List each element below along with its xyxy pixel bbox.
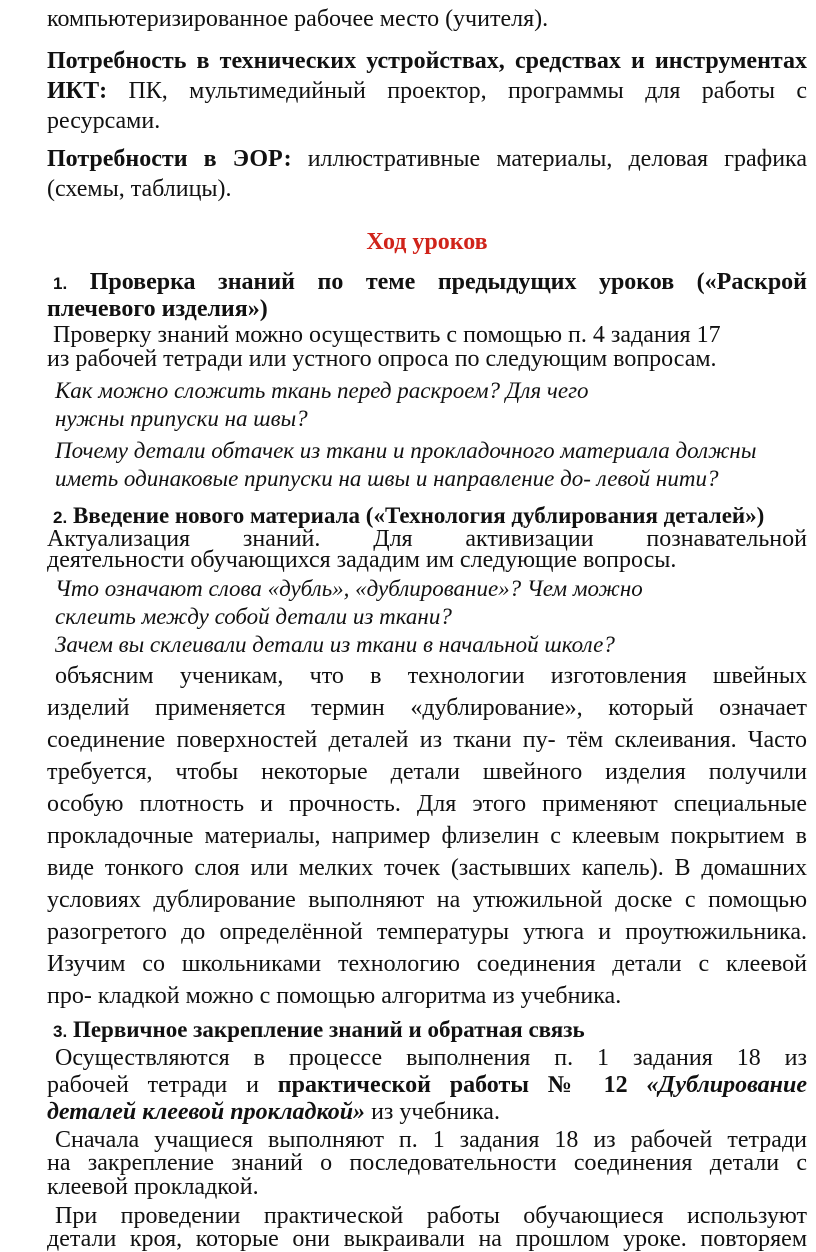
question-line: нужны припуски на швы? — [55, 406, 308, 431]
text-line: соединение поверхностей деталей из ткани пу- тём склеивания. Часто — [47, 727, 807, 753]
text-line — [47, 1070, 807, 1100]
text-line: клеевой прокладкой. — [47, 1174, 259, 1200]
text-line: Сначала учащиеся выполняют п. 1 задания 18 из рабочей тетради — [55, 1127, 807, 1153]
text-line: на закрепление знаний о последовательности соединения детали с — [47, 1150, 807, 1176]
question-line: Зачем вы склеивали детали из ткани в начальной школе? — [55, 632, 615, 657]
text-line: условиях дублирование выполняют на утюжильной доске с помощью — [47, 887, 807, 913]
text-line: особую плотность и прочность. Для этого применяют специальные — [47, 791, 807, 817]
section-title-text: Первичное закрепление знаний и обратная связь — [72, 1017, 585, 1042]
text-line: При проведении практической работы обучающиеся используют — [55, 1203, 807, 1229]
question-line: Как можно сложить ткань перед раскроем? Для чего — [55, 378, 589, 403]
text-fragment: из учебника. — [365, 1099, 500, 1125]
text-fragment: рабочей тетради и — [47, 1072, 278, 1098]
text-line: прокладочные материалы, например флизелин с клеевым покрытием в — [47, 823, 807, 849]
question-line: иметь одинаковые припуски на швы и направление до- левой нити? — [55, 466, 719, 491]
text-line — [47, 1097, 807, 1127]
section-title-text: Введение нового материала («Технология дублирования деталей») — [72, 503, 765, 528]
text-line: требуется, чтобы некоторые детали швейного изделия получили — [47, 759, 807, 785]
text-line: деятельности обучающихся зададим им следующие вопросы. — [47, 547, 677, 573]
text-line: компьютеризированное рабочее место (учителя). — [47, 6, 549, 32]
text-line: Актуализация знаний. Для активизации познавательной — [47, 526, 807, 552]
ict-text: ПК, мультимедийный проектор, программы для работы с — [107, 78, 807, 104]
requirements-heading: Потребность в технических устройствах, средствах и инструментах — [47, 48, 807, 74]
lessons-heading: Ход уроков — [366, 229, 488, 255]
text-line: объясним ученикам, что в технологии изготовления швейных — [55, 663, 807, 689]
question-line: склеить между собой детали из ткани? — [55, 604, 452, 629]
practical-work-title: практической работы № 12 — [277, 1072, 647, 1098]
text-line: Изучим со школьниками технологию соединения детали с клеевой — [47, 951, 807, 977]
text-line: Осуществляются в процессе выполнения п. 1 задания 18 из — [55, 1045, 807, 1071]
question-line: Что означают слова «дубль», «дублирование»? Чем можно — [55, 576, 643, 601]
section-number: 2. — [53, 508, 68, 527]
ict-label: ИКТ: — [47, 78, 108, 104]
text-line: виде тонкого слоя или мелких точек (застывших капель). В домашних — [47, 855, 807, 881]
section-number: 1. — [53, 274, 68, 293]
eor-label: Потребности в ЭОР: — [47, 146, 292, 172]
eor-text: иллюстративные материалы, деловая графика — [291, 146, 807, 172]
section-title-text: Проверка знаний по теме предыдущих уроков («Раскрой — [89, 269, 807, 295]
text-line: изделий применяется термин «дублирование», который означает — [47, 695, 807, 721]
question-line: Почему детали обтачек из ткани и прокладочного материала должны — [55, 438, 757, 463]
text-line: про- кладкой можно с помощью алгоритма из учебника. — [47, 983, 622, 1009]
text-line — [47, 76, 807, 106]
section-number: 3. — [53, 1022, 68, 1041]
text-line — [47, 144, 807, 174]
text-line: из рабочей тетради или устного опроса по следующим вопросам. — [47, 346, 717, 372]
practical-work-name: «Дублирование — [646, 1072, 808, 1098]
practical-work-name: деталей клеевой прокладкой» — [47, 1099, 366, 1125]
text-line: детали кроя, которые они выкраивали на прошлом уроке. повторяем — [47, 1226, 807, 1252]
text-line: Проверку знаний можно осуществить с помощью п. 4 задания 17 — [53, 322, 721, 348]
text-line: ресурсами. — [47, 108, 161, 134]
text-line: (схемы, таблицы). — [47, 176, 232, 202]
text-line: разогретого до определённой температуры утюга и проутюжильника. — [47, 919, 807, 945]
section-1-title-cont: плечевого изделия») — [47, 296, 268, 322]
